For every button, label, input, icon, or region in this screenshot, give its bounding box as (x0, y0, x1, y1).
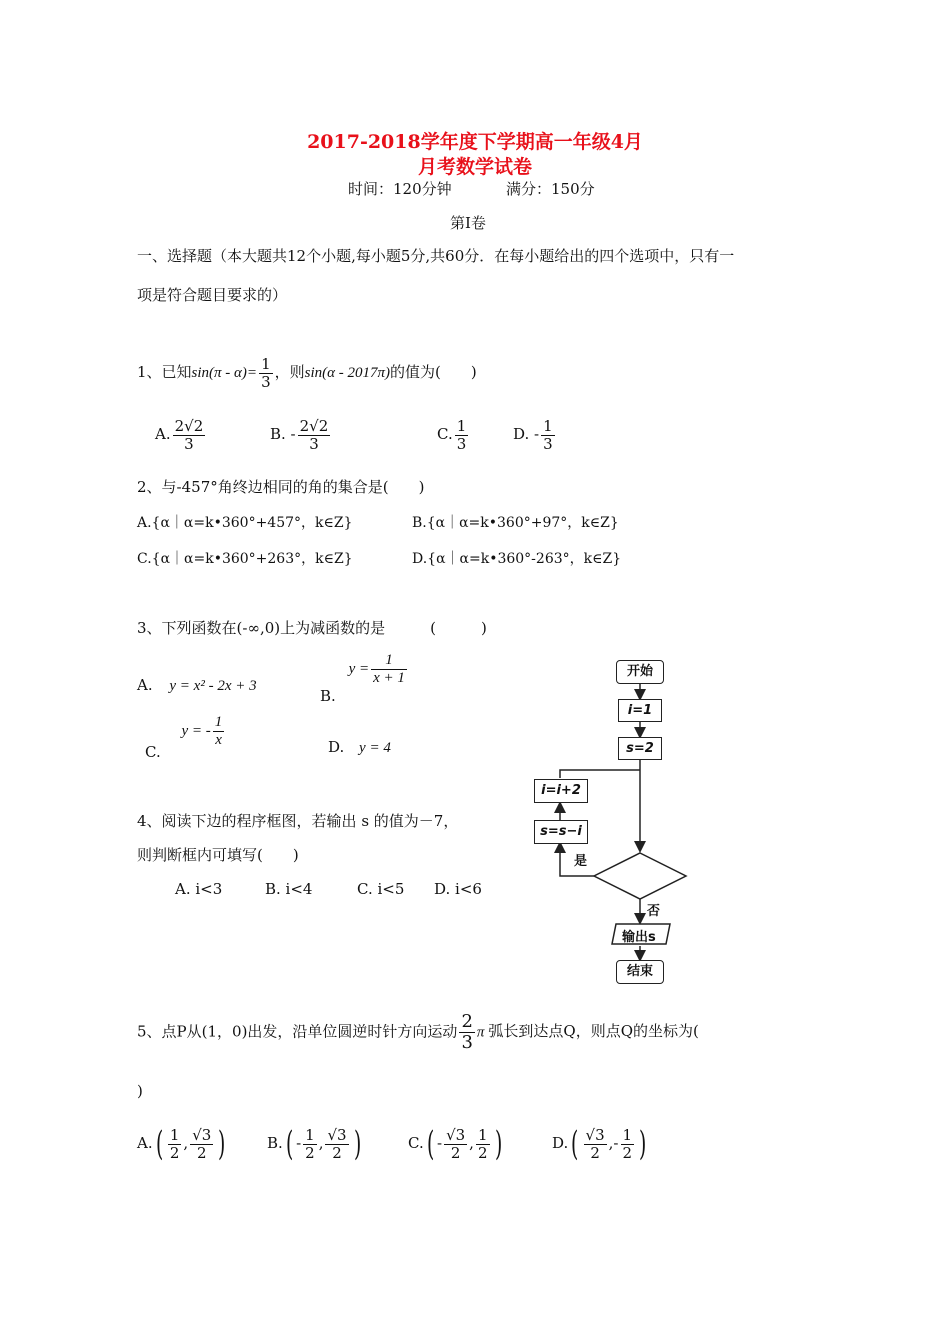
q5-a-x-den: 2 (169, 1143, 180, 1162)
q1-option-a[interactable] (155, 418, 207, 452)
flowchart-yes-label: 是 (574, 854, 588, 869)
q1-given-expr: sin(π - α)= (191, 365, 258, 381)
flowchart-update-i: i=i+2 (534, 779, 588, 803)
q1-given-frac (259, 356, 273, 390)
q5-b-x-den: 2 (305, 1143, 315, 1162)
q5-d-minus: - (613, 1134, 619, 1152)
flowchart-update-s: s=s−i (534, 820, 588, 844)
q1-d-num: 1 (543, 417, 553, 435)
question-1-stem (137, 356, 477, 390)
q1-c-num: 1 (456, 417, 467, 435)
exam-score: 满分：150分 (506, 180, 595, 198)
q2-option-b[interactable]: B.{α｜α=k•360°+97°，k∈Z} (412, 515, 619, 531)
q4-option-a[interactable]: A. i<3 (175, 880, 223, 898)
q5-d-x-num: √3 (585, 1126, 605, 1144)
q5-stem-close: ) (137, 1082, 143, 1100)
q3-b-lhs: y = (348, 661, 370, 677)
q3-option-c[interactable] (145, 714, 226, 761)
flowchart-init-i: i=1 (618, 699, 662, 722)
q1-middle: ，则 (274, 363, 305, 381)
q3-option-a[interactable] (137, 676, 257, 695)
q1-target-expr: sin(α - 2017π) (304, 365, 391, 381)
q5-arc-den: 3 (461, 1031, 473, 1053)
q1-b-label: B. - (270, 425, 296, 443)
q1-option-d[interactable] (513, 418, 557, 452)
q1-frac-num: 1 (261, 355, 271, 373)
q5-d-y-den: 2 (622, 1143, 633, 1162)
q5-option-b[interactable]: B.( - $\frac{1}{2}$ , $\frac{√3}{2}$ ) (267, 1124, 361, 1164)
q5-a-comma: , (183, 1134, 189, 1152)
q2-option-d[interactable]: D.{α｜α=k•360°-263°，k∈Z} (412, 551, 622, 567)
q1-c-den: 3 (456, 434, 467, 453)
q5-arc-pi: π (476, 1024, 485, 1041)
instructions-line2: 项是符合题目要求的） (137, 286, 288, 304)
q5-c-y-num: 1 (477, 1126, 488, 1144)
q1-d-den: 3 (543, 434, 553, 453)
q5-option-c[interactable]: C.( - $\frac{√3}{2}$ , $\frac{1}{2}$ ) (408, 1124, 502, 1164)
q5-b-minus: - (296, 1134, 302, 1152)
section-title: 第Ⅰ卷 (450, 214, 486, 232)
q2-option-c[interactable]: C.{α｜α=k•360°+263°，k∈Z} (137, 551, 353, 567)
q3-option-d[interactable] (328, 738, 391, 757)
flowchart-start: 开始 (616, 660, 664, 684)
q3-b-label: B. (320, 687, 336, 705)
question-4-stem-line2: 则判断框内可填写( ) (137, 846, 299, 864)
q3-b-den: x + 1 (373, 669, 405, 686)
q5-c-comma: , (469, 1134, 474, 1152)
flowchart-init-s: s=2 (618, 737, 662, 760)
q5-stem-post: 弧长到达点Q，则点Q的坐标为( (488, 1022, 699, 1041)
q5-d-comma: , (608, 1134, 614, 1152)
q5-d-x-den: 2 (590, 1143, 600, 1162)
q4-option-b[interactable]: B. i<4 (265, 880, 313, 898)
q5-option-d[interactable]: D.( $\frac{√3}{2}$ ,- $\frac{1}{2}$ ) (552, 1124, 647, 1164)
q5-b-y-num: √3 (327, 1126, 347, 1144)
exam-time: 时间：120分钟 (348, 180, 452, 198)
q5-b-x-num: 1 (305, 1126, 315, 1144)
q5-c-label: C. (408, 1134, 424, 1152)
q3-c-lhs: y = - (181, 723, 211, 739)
q5-a-y-num: √3 (192, 1126, 212, 1144)
title-line2: 月考数学试卷 (417, 156, 532, 178)
q5-b-comma: , (318, 1134, 324, 1152)
flowchart-output: 输出s (622, 930, 656, 945)
q3-a-expr: y = x² - 2x + 3 (169, 678, 257, 694)
q5-a-x-num: 1 (169, 1126, 180, 1144)
q3-d-label: D. (328, 738, 345, 756)
q1-a-num: 2√2 (174, 417, 204, 435)
flowchart-end: 结束 (616, 960, 664, 984)
q1-prefix: 1、已知 (137, 363, 192, 381)
q4-option-c[interactable]: C. i<5 (357, 880, 405, 898)
question-2-stem: 2、与-457°角终边相同的角的集合是( ) (137, 478, 425, 496)
q5-a-label: A. (137, 1134, 153, 1152)
q2-option-a[interactable]: A.{α｜α=k•360°+457°，k∈Z} (137, 515, 353, 531)
q5-c-x-den: 2 (450, 1143, 461, 1162)
question-5-stem (137, 1012, 699, 1053)
q3-d-expr: y = 4 (359, 740, 391, 756)
q1-b-num: 2√2 (299, 417, 329, 435)
q1-b-den: 3 (309, 434, 319, 453)
q3-a-label: A. (137, 676, 153, 694)
q3-c-num: 1 (214, 714, 223, 730)
q5-arc-num: 2 (461, 1011, 473, 1032)
q5-d-y-num: 1 (622, 1126, 633, 1144)
q1-suffix: 的值为( ) (390, 363, 477, 381)
q4-option-d[interactable]: D. i<6 (434, 880, 482, 898)
q5-d-label: D. (552, 1134, 569, 1152)
q3-option-b[interactable] (320, 652, 409, 705)
q1-a-den: 3 (184, 434, 194, 453)
q3-c-den: x (215, 731, 222, 748)
q5-stem-pre: 5、点P从(1，0)出发，沿单位圆逆时针方向运动 (137, 1022, 458, 1041)
q3-c-label: C. (145, 743, 161, 761)
question-3-stem: 3、下列函数在(-∞,0)上为减函数的是 ( ) (137, 619, 487, 637)
q5-c-x-num: √3 (446, 1126, 466, 1144)
q1-c-label: C. (437, 425, 453, 443)
q1-frac-den: 3 (261, 372, 271, 391)
q5-b-label: B. (267, 1134, 283, 1152)
q5-c-minus: - (436, 1134, 443, 1152)
instructions-line1: 一、选择题（本大题共12个小题,每小题5分,共60分．在每小题给出的四个选项中，只有一 (137, 247, 735, 265)
q5-b-y-den: 2 (332, 1143, 342, 1162)
q5-option-a[interactable]: A.( $\frac{1}{2}$ , $\frac{√3}{2}$ ) (137, 1124, 226, 1164)
q5-c-y-den: 2 (477, 1143, 488, 1162)
q1-d-label: D. - (513, 425, 540, 443)
q3-b-num: 1 (371, 652, 407, 670)
q1-option-b[interactable] (270, 418, 332, 452)
title-line1: 2017-2018学年度下学期高一年级4月 (307, 131, 643, 153)
q1-option-c[interactable] (437, 418, 470, 452)
q5-a-y-den: 2 (196, 1143, 207, 1162)
q1-a-label: A. (155, 425, 171, 443)
flowchart (520, 650, 720, 990)
flowchart-no-label: 否 (647, 904, 661, 919)
question-4-stem-line1: 4、阅读下边的程序框图，若输出 s 的值为－7， (137, 812, 459, 830)
